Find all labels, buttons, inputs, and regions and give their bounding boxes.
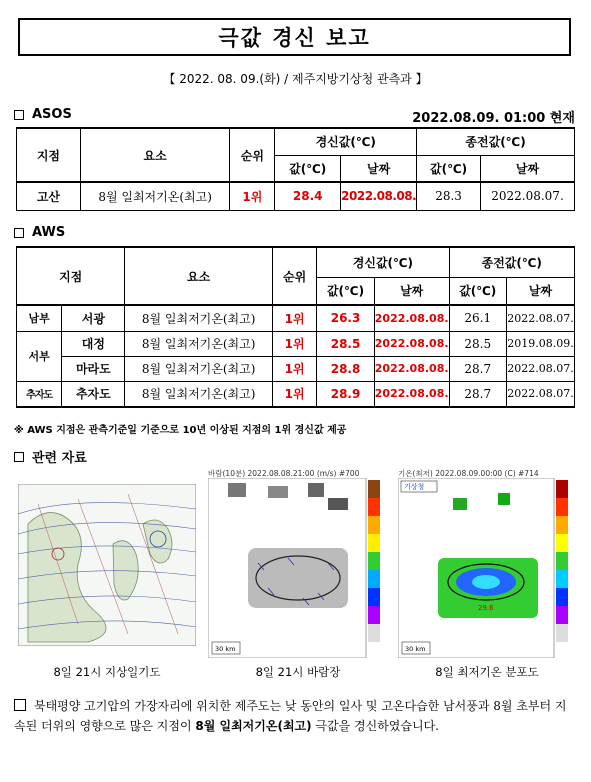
asos-header-date: 날짜 xyxy=(341,155,417,182)
new-date-cell: 2022.08.08. xyxy=(374,305,449,331)
region-cell: 서부 xyxy=(17,331,62,381)
asos-section-heading xyxy=(14,107,72,122)
element-cell: 8월 일최저기온(최고) xyxy=(125,356,273,381)
prev-date-cell: 2022.08.07. xyxy=(506,381,574,407)
element-cell: 8월 일최저기온(최고) xyxy=(125,381,273,407)
rank-cell: 1위 xyxy=(272,331,316,356)
new-date-cell: 2022.08.08. xyxy=(374,356,449,381)
asos-timestamp: 2022.08.09. 01:00 현재 xyxy=(412,111,575,126)
asos-header-value: 값(℃) xyxy=(275,155,341,182)
new-value-cell: 28.5 xyxy=(317,331,374,356)
station-cell: 서광 xyxy=(62,305,125,331)
max-min-temp-label: 29.6 xyxy=(478,604,494,612)
wind-field-image xyxy=(208,468,388,658)
aws-header-new-value: 경신값(℃) xyxy=(317,247,449,277)
wind-figure-header: 바람(10분) 2022.08.08.21:00 (m/s) #700 xyxy=(208,469,360,478)
rank-cell: 1위 xyxy=(272,356,316,381)
aws-section-heading xyxy=(14,225,65,240)
asos-header-element: 요소 xyxy=(80,128,230,182)
aws-header-rank: 순위 xyxy=(272,247,316,305)
summary-text: 북태평양 고기압의 가장자리에 위치한 제주도는 낮 동안의 일사 및 고온다습한 남서풍과 8월 초부터 지속된 더위의 영향으로 많은 지점이 xyxy=(14,699,567,733)
rank-cell: 1위 xyxy=(230,182,275,210)
prev-value-cell: 26.1 xyxy=(449,305,506,331)
surface-weather-chart-image xyxy=(18,484,196,646)
surface-weather-map-graphic xyxy=(18,484,196,646)
element-cell: 8월 일최저기온(최고) xyxy=(80,182,230,210)
aws-header-element: 요소 xyxy=(125,247,273,305)
station-cell: 마라도 xyxy=(62,356,125,381)
min-temp-scale-label: 30 km xyxy=(405,645,426,653)
prev-value-cell: 28.3 xyxy=(417,182,481,210)
station-cell: 추자도 xyxy=(62,381,125,407)
asos-section-label: ASOS xyxy=(32,107,72,122)
aws-header-value: 값(℃) xyxy=(449,277,506,305)
prev-date-cell: 2022.08.07. xyxy=(506,305,574,331)
new-date-cell: 2022.08.08. xyxy=(374,381,449,407)
table-row xyxy=(17,182,575,210)
prev-value-cell: 28.5 xyxy=(449,331,506,356)
report-title xyxy=(18,18,571,56)
aws-table xyxy=(16,246,575,408)
min-temp-figure-header: 기온(최저) 2022.08.09.00:00 (C) #714 xyxy=(398,469,539,478)
asos-header-date: 날짜 xyxy=(481,155,575,182)
summary-text: 극값을 경신하였습니다. xyxy=(311,719,439,733)
rank-cell: 1위 xyxy=(272,381,316,407)
kma-tag: 기상청 xyxy=(404,483,425,491)
table-row xyxy=(17,381,575,407)
station-cell: 대정 xyxy=(62,331,125,356)
element-cell: 8월 일최저기온(최고) xyxy=(125,305,273,331)
asos-header-value: 값(℃) xyxy=(417,155,481,182)
related-section-heading xyxy=(14,447,87,466)
table-row xyxy=(17,305,575,331)
table-row xyxy=(17,356,575,381)
asos-header-station: 지점 xyxy=(17,128,81,182)
new-value-cell: 28.9 xyxy=(317,381,374,407)
region-cell: 남부 xyxy=(17,305,62,331)
prev-date-cell: 2019.08.09. xyxy=(506,331,574,356)
station-cell: 고산 xyxy=(17,182,81,210)
summary-paragraph xyxy=(14,696,576,736)
min-temp-distribution-image xyxy=(398,468,576,658)
element-cell: 8월 일최저기온(최고) xyxy=(125,331,273,356)
report-title-text: 극값 경신 보고 xyxy=(218,26,371,50)
aws-section-label: AWS xyxy=(32,225,66,240)
figure-caption: 8일 21시 바람장 xyxy=(255,665,341,679)
figure-caption: 8일 21시 지상일기도 xyxy=(53,665,161,679)
region-cell: 추자도 xyxy=(17,381,62,407)
prev-value-cell: 28.7 xyxy=(449,381,506,407)
asos-header-prev-value: 종전값(℃) xyxy=(417,128,575,155)
table-row xyxy=(17,331,575,356)
asos-header-new-value: 경신값(℃) xyxy=(275,128,417,155)
min-temp-map-graphic xyxy=(398,478,576,658)
checkbox-square-icon xyxy=(14,452,24,462)
wind-map-graphic xyxy=(208,478,388,658)
checkbox-square-icon xyxy=(14,228,24,238)
rank-cell: 1위 xyxy=(272,305,316,331)
aws-header-station: 지점 xyxy=(17,247,125,305)
new-date-cell: 2022.08.08. xyxy=(341,182,417,210)
aws-header-prev-value: 종전값(℃) xyxy=(449,247,574,277)
aws-header-date: 날짜 xyxy=(374,277,449,305)
wind-colorbar xyxy=(368,480,380,642)
prev-value-cell: 28.7 xyxy=(449,356,506,381)
report-subtitle: 【 2022. 08. 09.(화) / 제주지방기상청 관측과 】 xyxy=(163,72,428,86)
summary-highlight: 8월 일최저기온(최고) xyxy=(195,719,312,733)
aws-header-value: 값(℃) xyxy=(317,277,374,305)
asos-header-rank: 순위 xyxy=(230,128,275,182)
checkbox-square-icon xyxy=(14,699,26,711)
new-value-cell: 28.4 xyxy=(275,182,341,210)
new-value-cell: 28.8 xyxy=(317,356,374,381)
min-temp-colorbar xyxy=(556,480,568,642)
aws-header-date: 날짜 xyxy=(506,277,574,305)
wind-scale-label: 30 km xyxy=(215,645,236,653)
new-value-cell: 26.3 xyxy=(317,305,374,331)
checkbox-square-icon xyxy=(14,110,24,120)
new-date-cell: 2022.08.08. xyxy=(374,331,449,356)
figure-caption: 8일 최저기온 분포도 xyxy=(435,665,539,679)
prev-date-cell: 2022.08.07. xyxy=(506,356,574,381)
related-section-label: 관련 자료 xyxy=(32,451,87,466)
asos-table xyxy=(16,127,575,211)
prev-date-cell: 2022.08.07. xyxy=(481,182,575,210)
aws-note: ※ AWS 지점은 관측기준일 기준으로 10년 이상된 지점의 1위 경신값 제공 xyxy=(14,425,347,436)
